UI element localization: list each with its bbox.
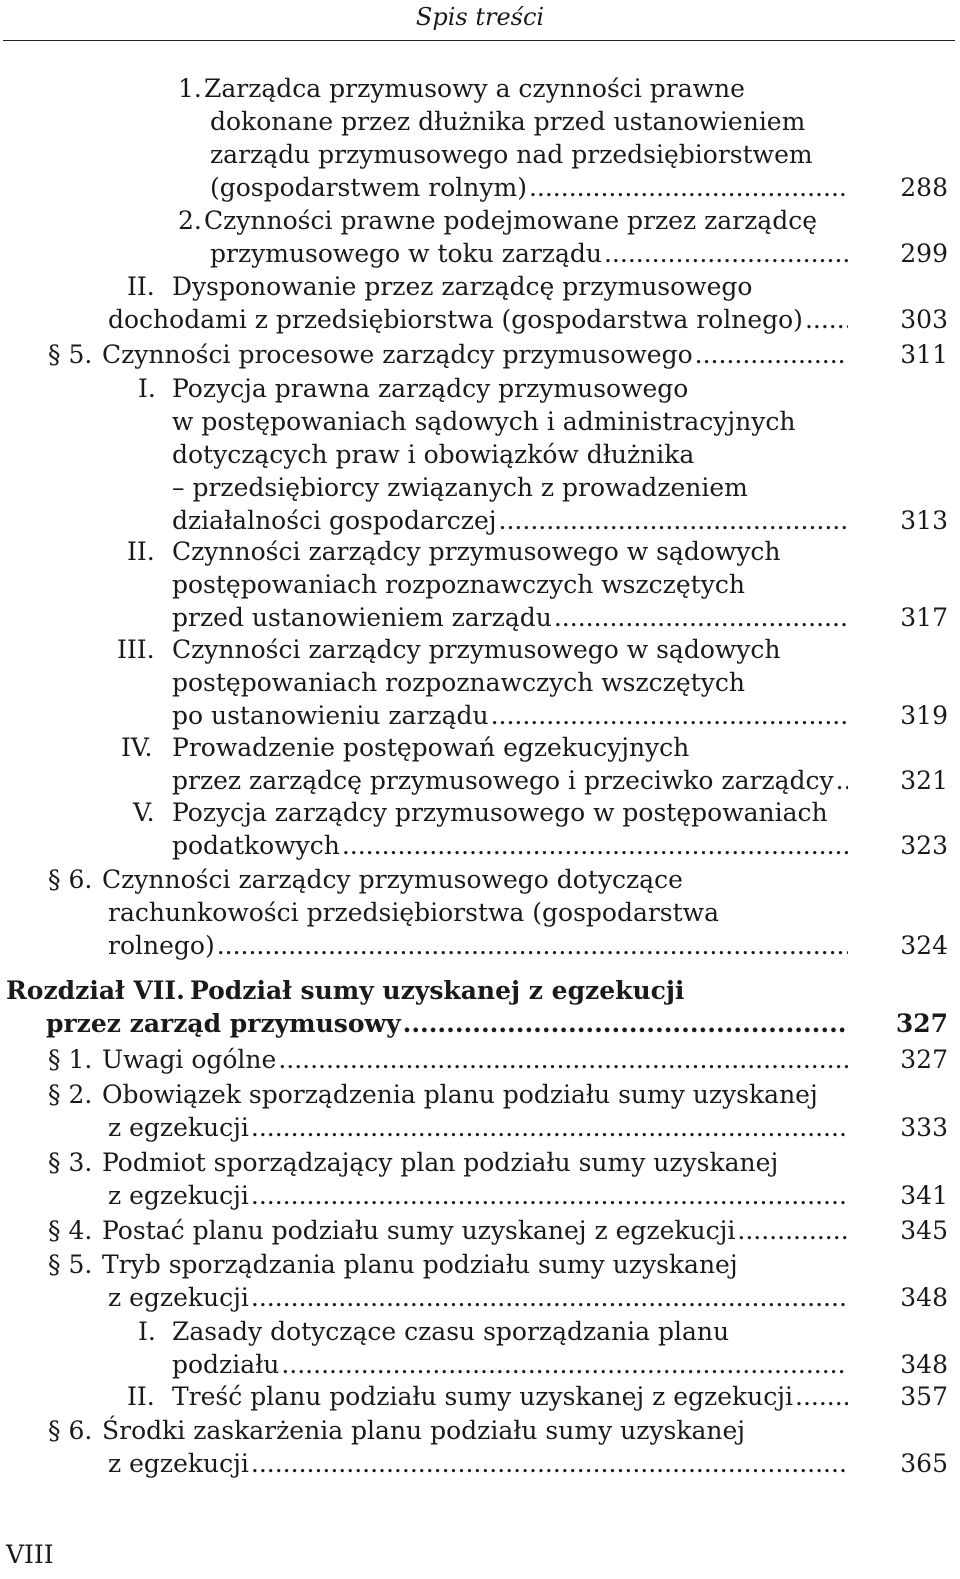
toc-leader-dots	[281, 1348, 848, 1381]
toc-page-number: 345	[900, 1216, 948, 1245]
toc-entry-title-line: zarządu przymusowego nad przedsiębiorstwem	[210, 140, 813, 169]
toc-entry-title-line: postępowaniach rozpoznawczych wszczętych	[172, 570, 745, 599]
toc-page-number: 348	[900, 1283, 948, 1312]
toc-entry	[0, 535, 960, 634]
toc-leader-dots	[403, 1007, 848, 1040]
toc-entry-title-line: z egzekucji	[108, 1449, 249, 1478]
toc-entry-number: IV.	[121, 733, 153, 762]
toc-leader-dots	[251, 1111, 848, 1144]
header-rule	[3, 40, 955, 41]
toc-leader-dots	[342, 829, 848, 862]
toc-entry-number: § 6.	[48, 865, 93, 894]
toc-entry-number: § 3.	[48, 1148, 93, 1177]
toc-leader-dots	[217, 929, 848, 962]
toc-entry-title-line: rachunkowości przedsiębiorstwa (gospodarstwa	[108, 898, 719, 927]
toc-entry-title-line: Podział sumy uzyskanej z egzekucji	[190, 976, 685, 1005]
toc-page-number: 319	[900, 701, 948, 730]
toc-entry-number: § 6.	[48, 1416, 93, 1445]
toc-entry-title-line: Obowiązek sporządzenia planu podziału sumy uzyskanej	[102, 1080, 818, 1109]
toc-entry-title-line: rolnego)	[108, 931, 215, 960]
toc-leader-dots	[805, 303, 848, 336]
toc-entry-title-line: Zarządca przymusowy a czynności prawne	[204, 74, 745, 103]
toc-entry	[0, 1414, 960, 1480]
toc-entry-title-line: Czynności procesowe zarządcy przymusowego	[102, 340, 693, 369]
toc-entry-number: 2.	[178, 206, 202, 235]
toc-entry-title-line: po ustanowieniu zarządu	[172, 701, 489, 730]
toc-entry	[0, 796, 960, 862]
toc-entry-title-line: z egzekucji	[108, 1283, 249, 1312]
toc-entry-title-line: Uwagi ogólne	[102, 1045, 277, 1074]
toc-entry-title-line: dochodami z przedsiębiorstwa (gospodarstwa rolnego)	[108, 305, 803, 334]
toc-entry-number: I.	[138, 1317, 156, 1346]
toc-entry	[0, 72, 960, 204]
toc-entry	[0, 863, 960, 962]
toc-page-number: 333	[900, 1113, 948, 1142]
toc-entry-number: II.	[127, 272, 155, 301]
toc-page-number: 288	[900, 173, 948, 202]
toc-leader-dots	[795, 1380, 848, 1413]
toc-entry-title-line: Zasady dotyczące czasu sporządzania planu	[172, 1317, 730, 1346]
toc-page-number: 341	[900, 1181, 948, 1210]
toc-entry-title-line: Podmiot sporządzający plan podziału sumy uzyskanej	[102, 1148, 779, 1177]
toc-entry-title-line: Czynności zarządcy przymusowego dotyczące	[102, 865, 683, 894]
toc-entry-title-line: Treść planu podziału sumy uzyskanej z egzekucji	[172, 1382, 793, 1411]
toc-page-number: 357	[900, 1382, 948, 1411]
toc-entry	[0, 204, 960, 270]
toc-page-number: 327	[895, 1009, 948, 1038]
toc-entry	[0, 1078, 960, 1144]
toc-entry	[0, 270, 960, 336]
toc-leader-dots	[836, 764, 848, 797]
toc-entry-title-line: przez zarządcę przymusowego i przeciwko zarządcy	[172, 766, 834, 795]
toc-page-number: 348	[900, 1350, 948, 1379]
toc-leader-dots	[251, 1281, 848, 1314]
toc-entry-title-line: Środki zaskarżenia planu podziału sumy uzyskanej	[102, 1416, 746, 1445]
toc-entry-title-line: dotyczących praw i obowiązków dłużnika	[172, 440, 695, 469]
toc-entry-number: § 1.	[48, 1045, 93, 1074]
toc-entry	[0, 1248, 960, 1314]
toc-leader-dots	[529, 171, 848, 204]
toc-entry-title-line: Tryb sporządzania planu podziału sumy uzyskanej	[102, 1250, 738, 1279]
toc-entry-number: 1.	[178, 74, 202, 103]
toc-entry-title-line: Pozycja zarządcy przymusowego w postępowaniach	[172, 798, 828, 827]
toc-entry-title-line: w postępowaniach sądowych i administracyjnych	[172, 407, 796, 436]
toc-entry	[0, 633, 960, 732]
toc-entry	[0, 1214, 960, 1247]
toc-leader-dots	[554, 601, 848, 634]
toc-leader-dots	[251, 1447, 848, 1480]
toc-entry-title-line: Pozycja prawna zarządcy przymusowego	[172, 374, 689, 403]
toc-page-number: 323	[900, 831, 948, 860]
toc-leader-dots	[499, 504, 848, 537]
toc-entry	[0, 731, 960, 797]
toc-page-number: 303	[900, 305, 948, 334]
toc-leader-dots	[695, 338, 848, 371]
toc-leader-dots	[491, 699, 848, 732]
toc-entry-title-line: Prowadzenie postępowań egzekucyjnych	[172, 733, 690, 762]
toc-page-number: 321	[900, 766, 948, 795]
toc-entry-title-line: postępowaniach rozpoznawczych wszczętych	[172, 668, 745, 697]
toc-page-number: 324	[900, 931, 948, 960]
toc-page-number: 317	[900, 603, 948, 632]
toc-entry-number: II.	[127, 1382, 155, 1411]
toc-entry	[0, 372, 960, 537]
toc-entry-title-line: z egzekucji	[108, 1113, 249, 1142]
toc-entry-number: II.	[127, 537, 155, 566]
toc-entry	[0, 1146, 960, 1212]
toc-entry-number: § 5.	[48, 1250, 93, 1279]
toc-page-number: 311	[900, 340, 948, 369]
page-folio: VIII	[6, 1540, 54, 1569]
toc-entry-title-line: podziału	[172, 1350, 280, 1379]
toc-entry	[0, 1043, 960, 1076]
toc-entry-title-line: Czynności zarządcy przymusowego w sądowych	[172, 635, 781, 664]
toc-entry	[0, 1315, 960, 1381]
toc-entry-number: § 4.	[48, 1216, 93, 1245]
toc-page-number: 313	[900, 506, 948, 535]
toc-entry-title-line: (gospodarstwem rolnym)	[210, 173, 527, 202]
running-head: Spis treści	[415, 3, 545, 31]
toc-entry-title-line: Dysponowanie przez zarządcę przymusowego	[172, 272, 753, 301]
toc-entry-title-line: z egzekucji	[108, 1181, 249, 1210]
toc-entry-number: V.	[133, 798, 155, 827]
toc-entry-title-line: przymusowego w toku zarządu	[210, 239, 602, 268]
toc-leader-dots	[251, 1179, 848, 1212]
toc-entry-title-line: dokonane przez dłużnika przed ustanowieniem	[210, 107, 806, 136]
toc-page-number: 365	[900, 1449, 948, 1478]
toc-leader-dots	[604, 237, 848, 270]
toc-entry-title-line: działalności gospodarczej	[172, 506, 497, 535]
toc-entry-number: § 2.	[48, 1080, 93, 1109]
toc-page-number: 299	[900, 239, 948, 268]
toc-entry-number: I.	[138, 374, 156, 403]
toc-page-number: 327	[900, 1045, 948, 1074]
toc-entry-number: Rozdział VII.	[6, 976, 185, 1005]
toc-entry-title-line: – przedsiębiorcy związanych z prowadzeniem	[172, 473, 748, 502]
toc-entry	[0, 1380, 960, 1413]
toc-entry-number: § 5.	[48, 340, 93, 369]
toc-entry-title-line: podatkowych	[172, 831, 340, 860]
toc-leader-dots	[737, 1214, 848, 1247]
toc-entry-title-line: przez zarząd przymusowy	[46, 1009, 401, 1038]
toc-leader-dots	[278, 1043, 848, 1076]
toc-entry-title-line: Czynności prawne podejmowane przez zarządcę	[204, 206, 818, 235]
toc-entry	[0, 974, 960, 1040]
toc-entry-number: III.	[117, 635, 155, 664]
toc-entry-title-line: przed ustanowieniem zarządu	[172, 603, 552, 632]
toc-entry	[0, 338, 960, 371]
toc-entry-title-line: Czynności zarządcy przymusowego w sądowych	[172, 537, 781, 566]
toc-entry-title-line: Postać planu podziału sumy uzyskanej z egzekucji	[102, 1216, 736, 1245]
